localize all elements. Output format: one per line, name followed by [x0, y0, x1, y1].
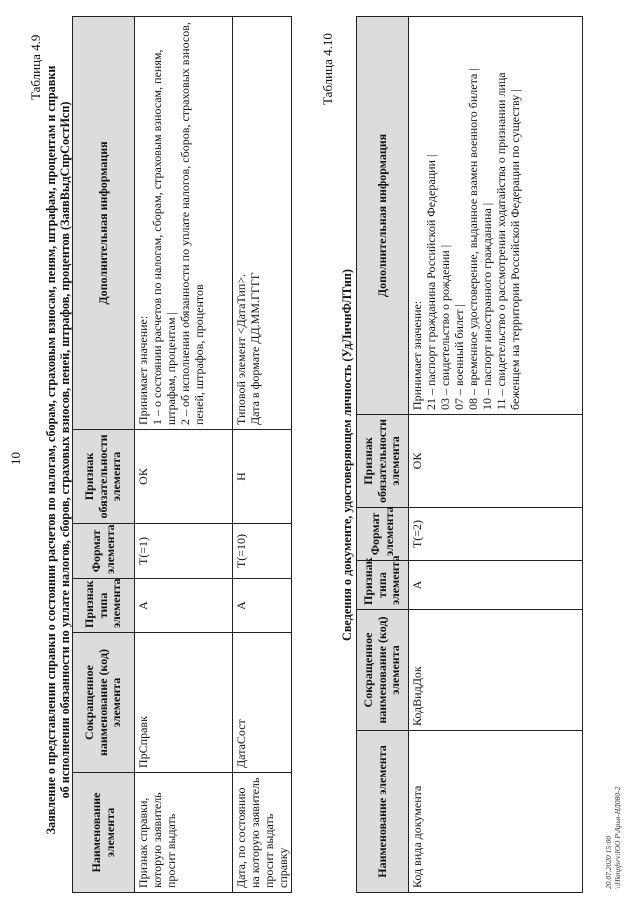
table-caption-4-10: Таблица 4.10 [320, 33, 335, 105]
footer-line: 20.07.2020 15:00 [604, 835, 613, 889]
cell-name: Код вида документа [409, 731, 583, 893]
header-cell: Сокращенное наименование (код) элемента [73, 633, 135, 773]
table-header-row [73, 17, 135, 893]
info-line: 1 – о состоянии расчетов по налогам, сборам, страховым взносам, пеням, штрафам, процентам | [150, 49, 178, 425]
header-cell: Формат элемента [73, 524, 135, 579]
header-cell: Сокращенное наименование (код) элемента [357, 610, 409, 731]
table-row [409, 17, 583, 893]
table-row [233, 17, 292, 893]
info-line: 03 – свидетельство о рождении | [438, 244, 452, 410]
cell-name: Дата, по состоянию на которую заявитель просит выдать справку [233, 773, 292, 893]
info-line: Дата в формате ДД.ММ.ГГГГ [248, 272, 262, 425]
cell-required: Н [233, 430, 292, 524]
cell-code: КодВидДок [409, 610, 583, 731]
header-cell: Дополнительная информация [357, 17, 409, 415]
cell-info [135, 17, 233, 430]
table-4-9 [72, 16, 292, 893]
cell-code: ДатаСост [233, 633, 292, 773]
cell-required: ОК [409, 415, 583, 508]
cell-format: Т(=2) [409, 508, 583, 561]
page-number: 10 [8, 452, 23, 465]
header-cell: Признак типа элемента [357, 561, 409, 610]
info-line: Принимает значение: [136, 315, 150, 425]
header-cell: Наименование элемента [73, 773, 135, 893]
header-cell: Наименование элемента [357, 731, 409, 893]
table-header-row [357, 17, 409, 893]
table-title-line: об исполнении обязанности по уплате налогов, сборов, страховых взносов, пеней, штрафов, процентов (ЗаявВыдСпрСостИсп) [58, 101, 72, 799]
cell-type: А [135, 579, 233, 633]
header-cell: Признак обязательности элемента [357, 415, 409, 508]
cell-format: Т(=1) [135, 524, 233, 579]
table-row [135, 17, 233, 893]
header-cell: Дополнительная информация [73, 17, 135, 430]
info-line: 11 – свидетельство о рассмотрении ходатайства о признании лица беженцем на территории Российской Федерации по существу | [494, 72, 522, 410]
table-title-4-10: Сведения о документе, удостоверяющем личность (УдЛичнФЛТип) [340, 269, 354, 641]
info-line: 21 – паспорт гражданина Российской Федерации | [424, 154, 438, 410]
footer-line: \\Hkmpfsrv\ЮО Р\Арья-НД080-2 [613, 786, 622, 889]
info-line: 2 – об исполнении обязанности по уплате налогов, сборов, страховых взносов, пеней, штрафов, процентов [178, 22, 206, 425]
info-line: Типовой элемент <ДатаТип>. [234, 273, 248, 425]
table-4-10 [356, 16, 583, 893]
footer-note [604, 787, 622, 889]
info-line: Принимает значение: [410, 300, 424, 410]
cell-type: А [233, 579, 292, 633]
header-cell: Признак обязательности элемента [73, 430, 135, 524]
cell-type: А [409, 561, 583, 610]
header-cell: Признак типа элемента [73, 579, 135, 633]
cell-info [233, 17, 292, 430]
header-cell: Формат элемента [357, 508, 409, 561]
table-title-4-9 [44, 15, 72, 885]
cell-name: Признак справки, которую заявитель просит выдать [135, 773, 233, 893]
info-line: 10 – паспорт иностранного гражданина | [480, 202, 494, 410]
info-line: 07 – военный билет | [452, 304, 466, 410]
cell-info [409, 17, 583, 415]
cell-format: Т(=10) [233, 524, 292, 579]
table-caption-4-9: Таблица 4.9 [28, 34, 43, 100]
cell-code: ПрСправк [135, 633, 233, 773]
info-line: 08 – временное удостоверение, выданное взамен военного билета | [466, 68, 480, 410]
cell-required: ОК [135, 430, 233, 524]
table-title-line: Заявление о представлении справки о состоянии расчетов по налогам, сборам, страховым взносам, пеням, штрафам, процентам и справки [44, 65, 58, 835]
